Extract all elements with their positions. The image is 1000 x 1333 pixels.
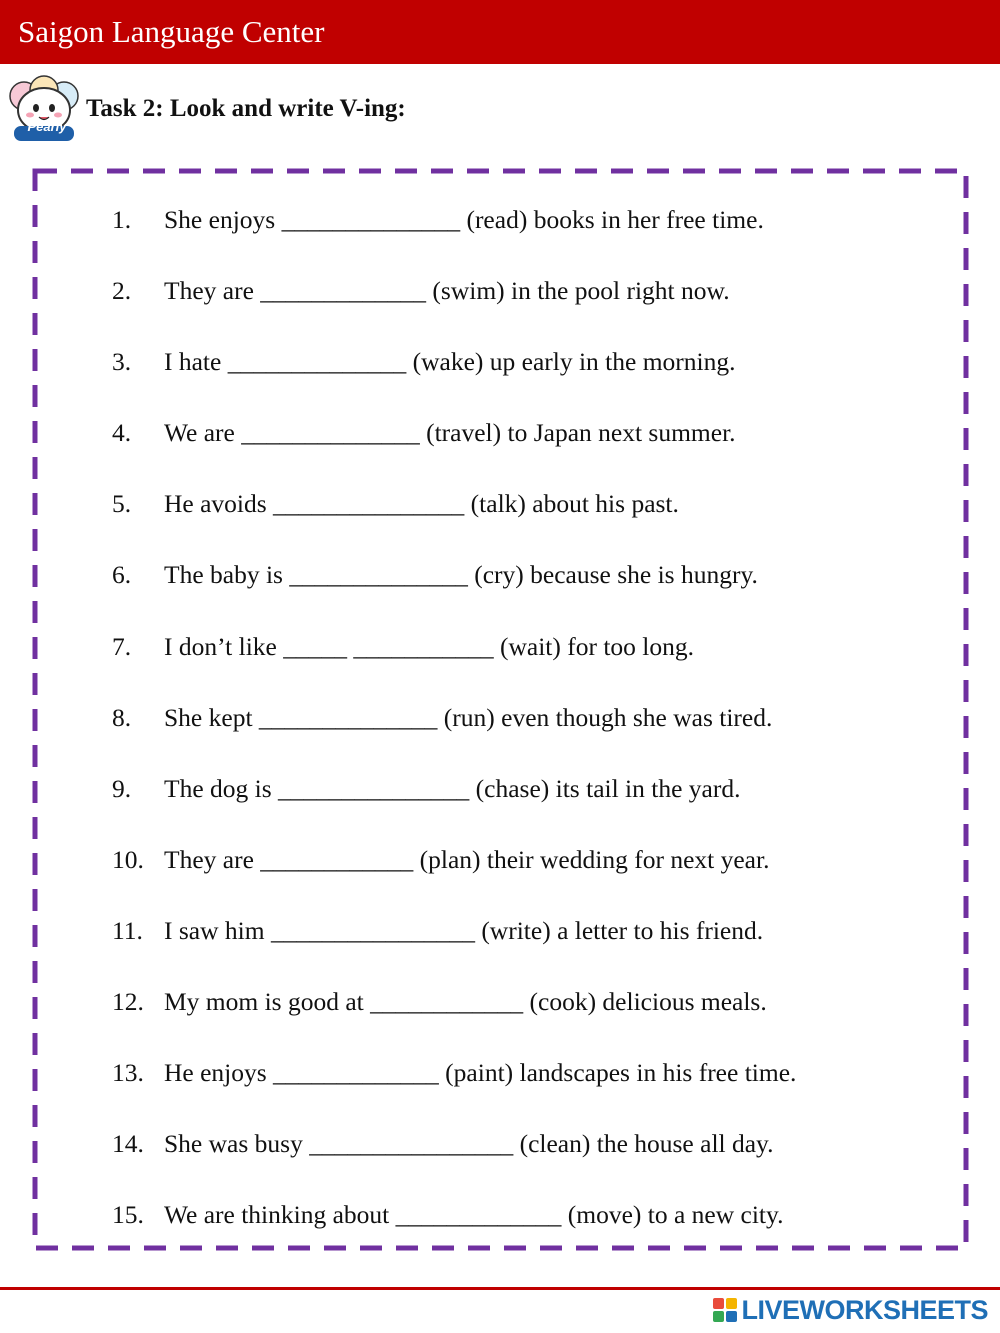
item-text: He enjoys _____________ (paint) landscapes in his free time. <box>164 1058 797 1088</box>
item-number: 5. <box>112 489 132 519</box>
task-heading: Task 2: Look and write V-ing: <box>86 95 406 122</box>
exercise-item <box>112 984 932 1055</box>
exercise-item <box>112 1126 932 1197</box>
item-text: I saw him ________________ (write) a letter to his friend. <box>164 915 764 945</box>
exercise-item <box>112 1197 932 1268</box>
exercise-item <box>112 557 932 628</box>
liveworksheets-brand[interactable] <box>712 1293 988 1327</box>
exercise-item <box>112 415 932 486</box>
exercise-item <box>112 700 932 771</box>
item-number: 8. <box>112 702 132 732</box>
item-number: 11. <box>112 915 143 945</box>
footer-divider <box>0 1287 1000 1290</box>
item-number: 9. <box>112 773 132 803</box>
item-number: 3. <box>112 347 132 377</box>
item-number: 15. <box>112 1200 144 1230</box>
exercise-item <box>112 486 932 557</box>
item-number: 7. <box>112 631 132 661</box>
item-text: We are thinking about _____________ (move) to a new city. <box>164 1200 784 1230</box>
item-text: They are _____________ (swim) in the pool right now. <box>164 276 730 306</box>
item-text: We are ______________ (travel) to Japan next summer. <box>164 418 736 448</box>
header-title: Saigon Language Center <box>18 14 325 49</box>
item-text: I hate ______________ (wake) up early in the morning. <box>164 347 736 377</box>
item-text: I don’t like _____ ___________ (wait) for too long. <box>164 631 695 661</box>
item-text: She enjoys ______________ (read) books in her free time. <box>164 205 764 234</box>
exercise-item <box>112 344 932 415</box>
mascot-logo-text: Pearly <box>27 119 67 134</box>
header-bar <box>0 0 1000 64</box>
item-number: 2. <box>112 276 132 306</box>
exercise-list <box>112 202 932 1268</box>
item-text: My mom is good at ____________ (cook) delicious meals. <box>164 987 767 1017</box>
item-text: He avoids _______________ (talk) about his past. <box>164 489 679 519</box>
exercise-item <box>112 913 932 984</box>
exercise-item <box>112 202 932 273</box>
exercise-item <box>112 771 932 842</box>
item-text: She kept ______________ (run) even though she was tired. <box>164 702 773 732</box>
item-number: 12. <box>112 987 144 1017</box>
item-number: 6. <box>112 560 132 590</box>
item-text: The baby is ______________ (cry) because she is hungry. <box>164 560 758 590</box>
item-number: 4. <box>112 418 132 448</box>
exercise-item <box>112 1055 932 1126</box>
item-number: 13. <box>112 1058 144 1088</box>
exercise-item <box>112 629 932 700</box>
item-text: The dog is _______________ (chase) its tail in the yard. <box>164 773 741 803</box>
item-number: 10. <box>112 844 144 874</box>
liveworksheets-logo-icon <box>712 1297 738 1323</box>
item-number: 1. <box>112 205 132 234</box>
item-text: She was busy ________________ (clean) the house all day. <box>164 1129 774 1159</box>
exercise-item <box>112 273 932 344</box>
exercise-item <box>112 842 932 913</box>
item-text: They are ____________ (plan) their wedding for next year. <box>164 844 770 874</box>
brand-wordmark: LIVEWORKSHEETS <box>741 1294 988 1325</box>
item-number: 14. <box>112 1129 144 1159</box>
